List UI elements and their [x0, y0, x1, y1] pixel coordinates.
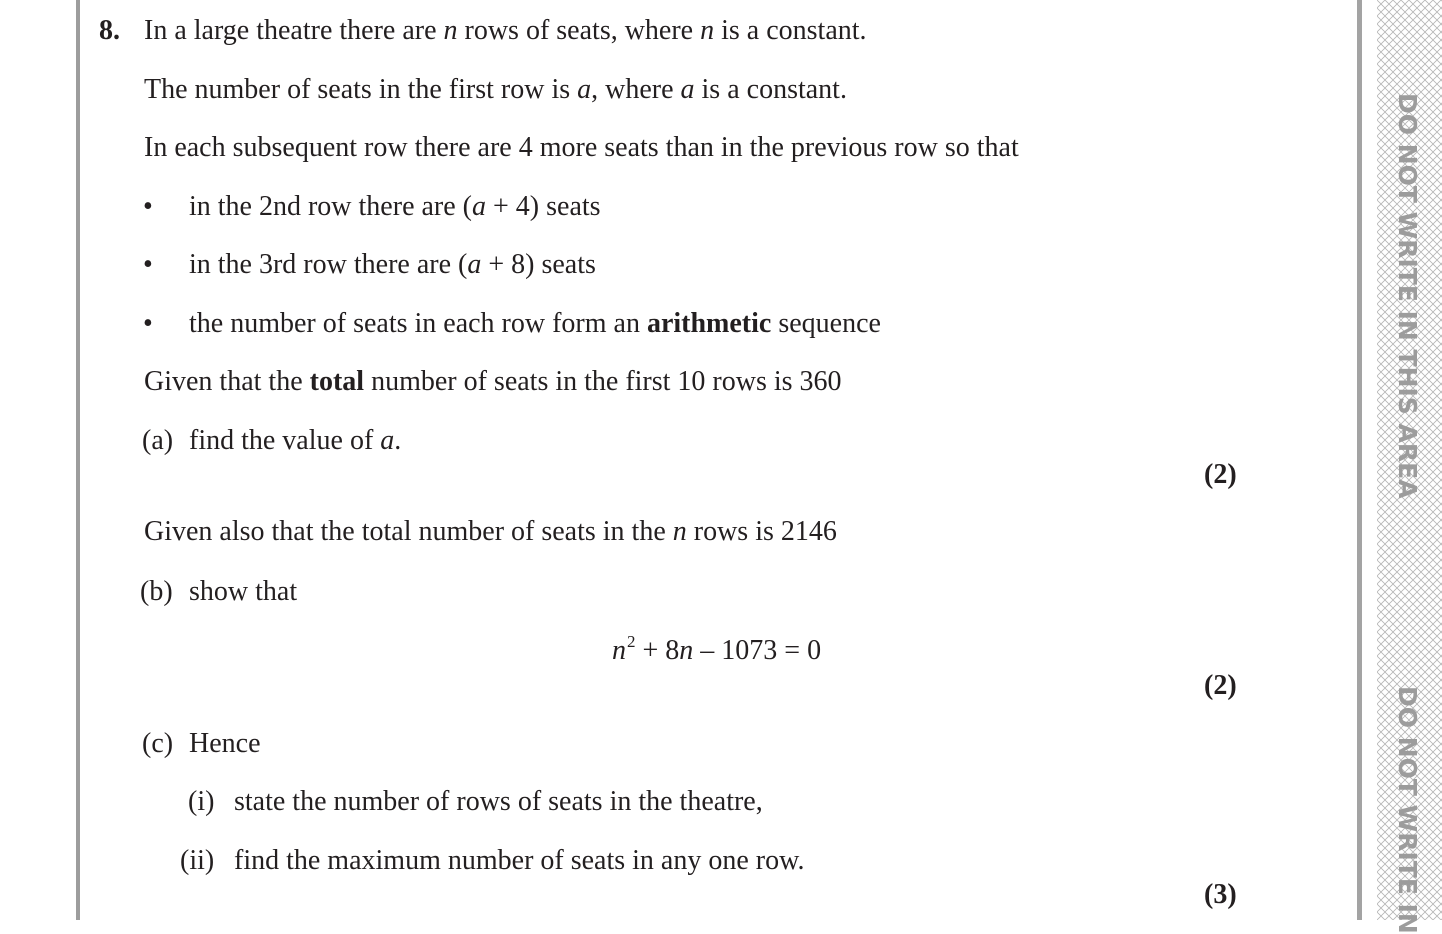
part-c-i-label: (i) — [188, 786, 215, 817]
given-statement-1: Given that the total number of seats in the first 10 rows is 360 — [144, 366, 842, 397]
part-b-label: (b) — [140, 576, 173, 607]
bullet-item-1: in the 2nd row there are (a + 4) seats — [189, 191, 601, 222]
question-number: 8. — [99, 15, 120, 46]
margin-rule — [1357, 0, 1362, 920]
part-a-text: find the value of a. — [189, 425, 402, 456]
part-c-label: (c) — [142, 728, 174, 759]
part-c-ii-label: (ii) — [180, 845, 215, 876]
intro-line-2: The number of seats in the first row is a, where a is a constant. — [144, 74, 847, 105]
part-b-marks: (2) — [1204, 670, 1237, 701]
part-c-marks: (3) — [1204, 879, 1237, 910]
part-c-ii-text: find the maximum number of seats in any one row. — [234, 845, 805, 876]
intro-line-3: In each subsequent row there are 4 more seats than in the previous row so that — [144, 132, 1019, 163]
page-left-border — [76, 0, 80, 920]
bullet-item-2: in the 3rd row there are (a + 8) seats — [189, 249, 596, 280]
part-b-text: show that — [189, 576, 298, 607]
equation: $n^2 + 8n - 1073 = 0$ — [612, 632, 822, 666]
margin-warning-text: DO NOT WRITE IN THIS AREA — [1393, 93, 1422, 499]
bullet-item-3: the number of seats in each row form an arithmetic sequence — [189, 308, 881, 339]
bullet-marker: • — [143, 308, 153, 339]
bullet-marker: • — [143, 191, 153, 222]
given-statement-2: Given also that the total number of seats in the n rows is 2146 — [144, 516, 837, 547]
part-a-label: (a) — [142, 425, 174, 456]
part-c-text: Hence — [189, 728, 261, 759]
bullet-marker: • — [143, 249, 153, 280]
part-c-i-text: state the number of rows of seats in the theatre, — [234, 786, 763, 817]
intro-line-1: In a large theatre there are n rows of seats, where n is a constant. — [144, 15, 867, 46]
part-a-marks: (2) — [1204, 459, 1237, 490]
margin-warning-text: DO NOT WRITE IN — [1393, 686, 1422, 934]
